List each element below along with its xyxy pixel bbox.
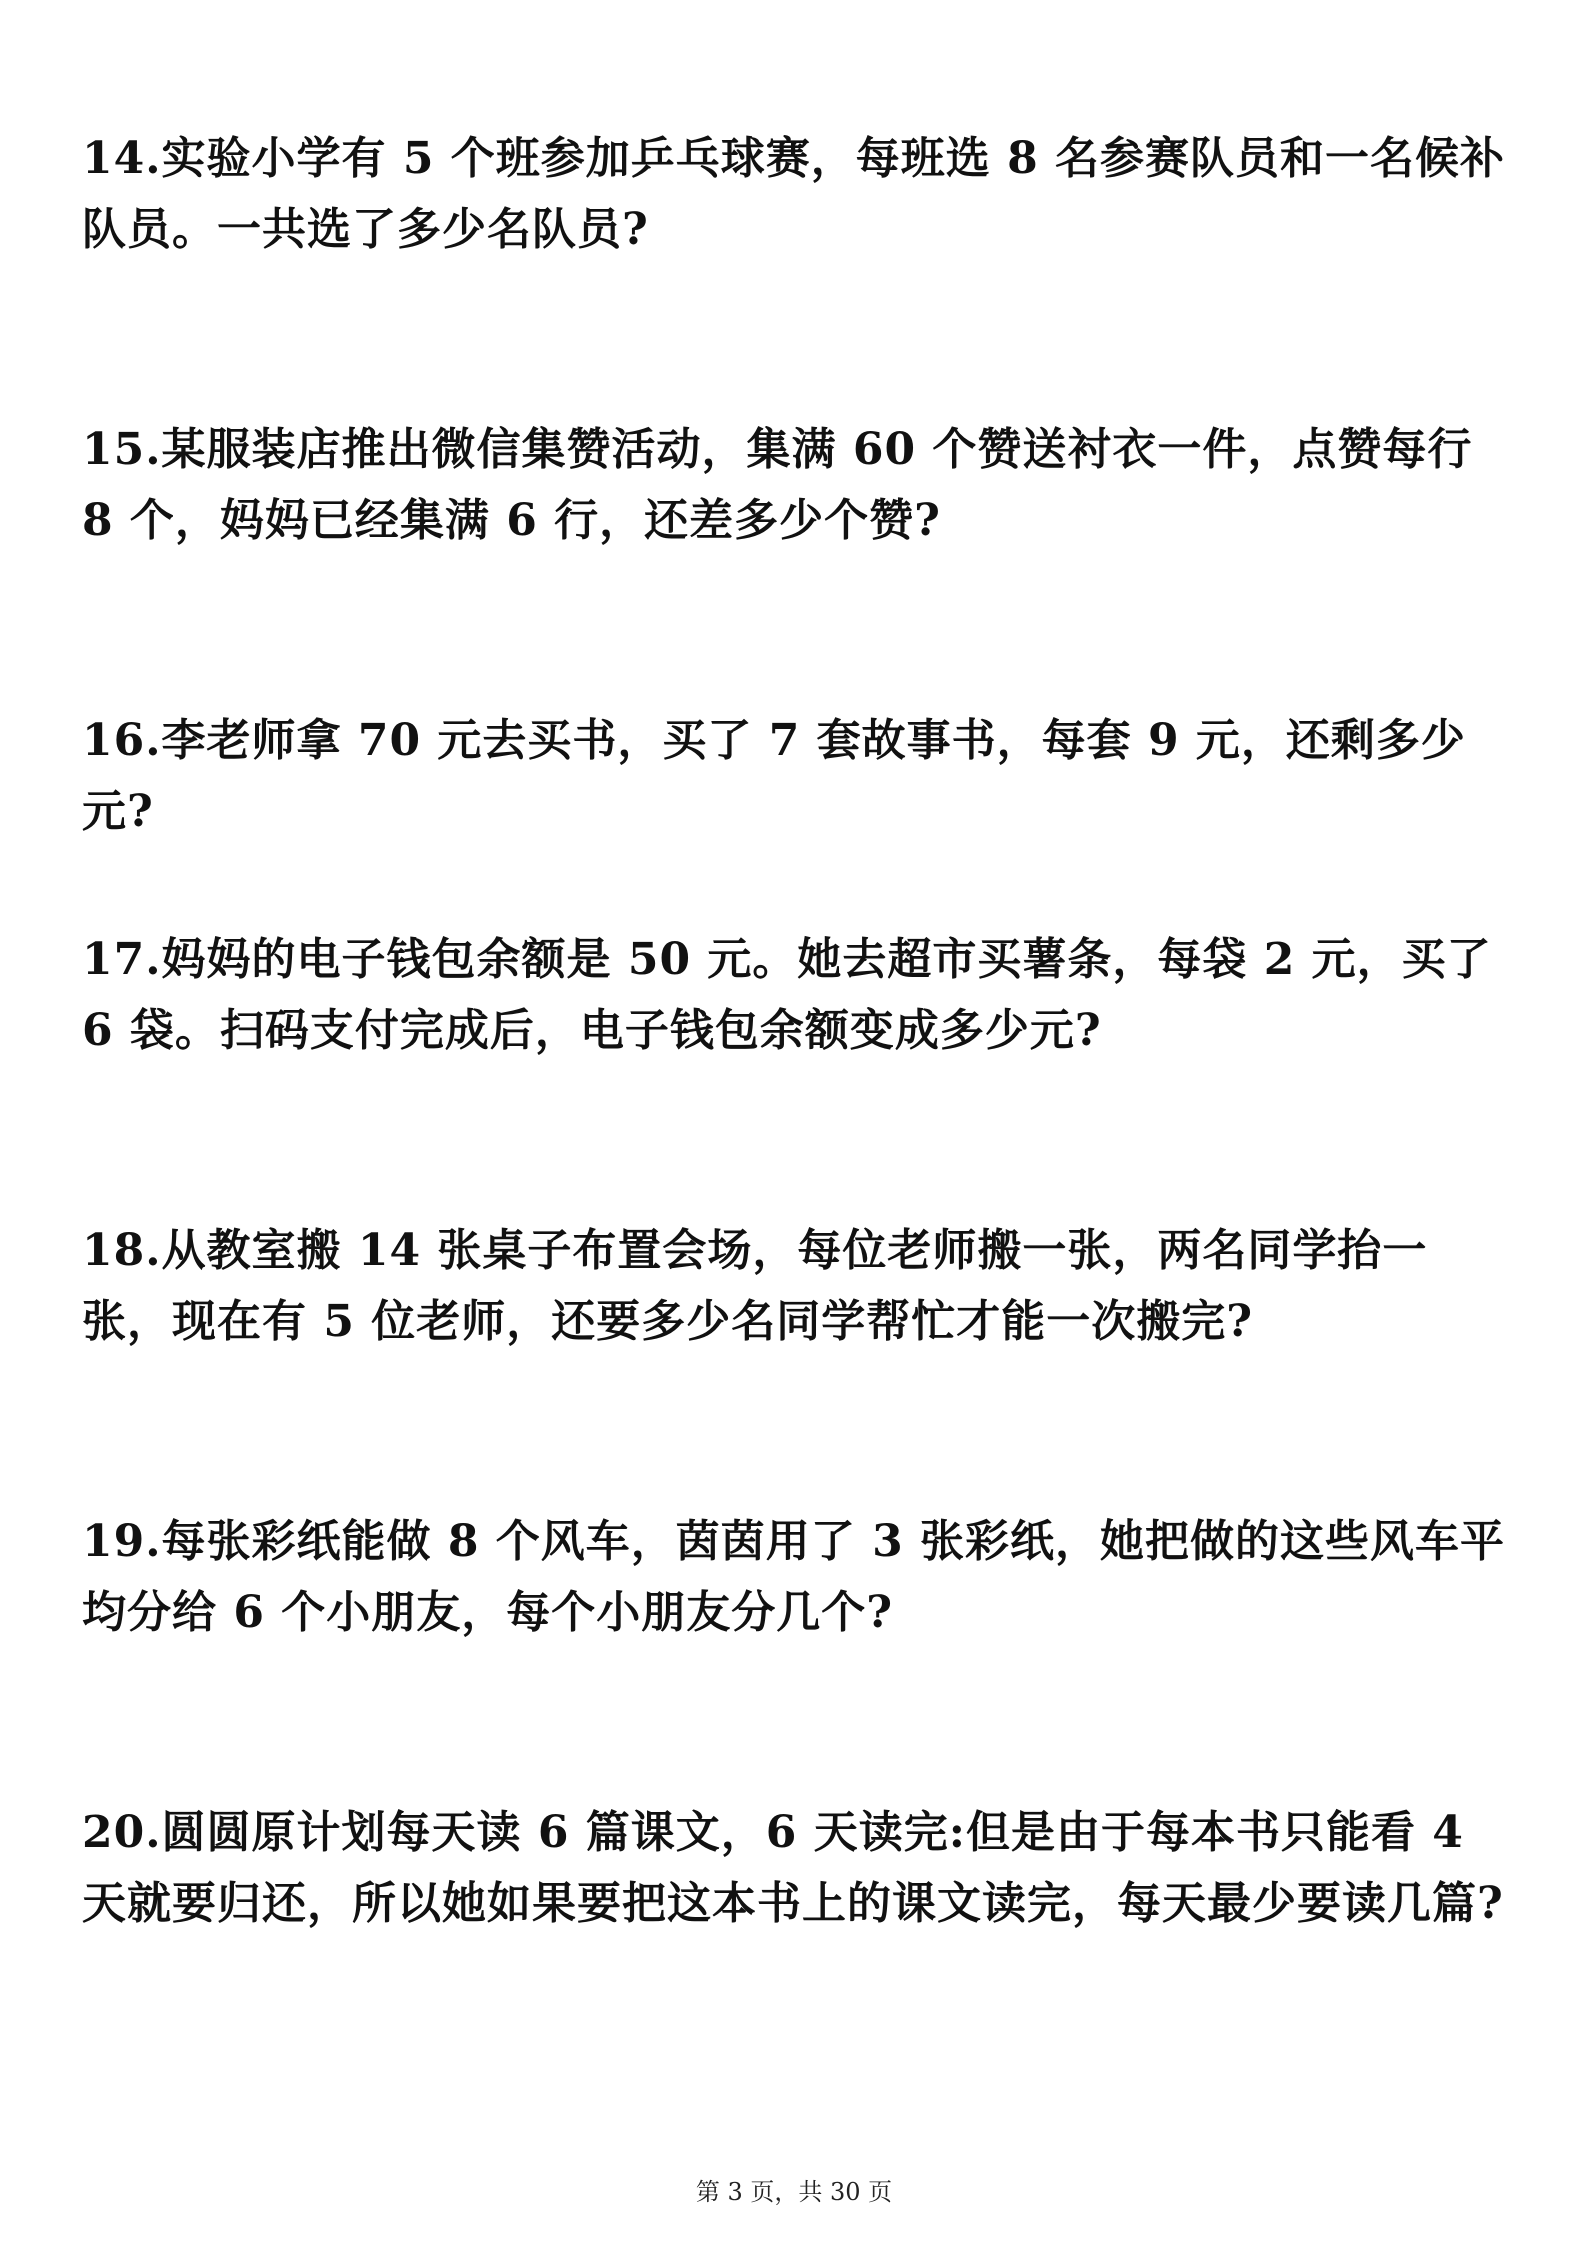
problem-18: 18.从教室搬 14 张桌子布置会场，每位老师搬一张，两名同学抬一张，现在有 5 位老师，还要多少名同学帮忙才能一次搬完? xyxy=(82,1225,1428,1347)
problem-16: 16.李老师拿 70 元去买书，买了 7 套故事书，每套 9 元，还剩多少元? xyxy=(82,715,1466,837)
problem-15: 15.某服装店推出微信集赞活动，集满 60 个赞送衬衣一件，点赞每行 8 个，妈妈已经集满 6 行，还差多少个赞? xyxy=(82,424,1473,546)
problem-19: 19.每张彩纸能做 8 个风车，茵茵用了 3 张彩纸，她把做的这些风车平均分给 6 个小朋友，每个小朋友分几个? xyxy=(82,1516,1506,1638)
problem-20: 20.圆圆原计划每天读 6 篇课文，6 天读完:但是由于每本书只能看 4 天就要归还，所以她如果要把这本书上的课文读完，每天最少要读几篇? xyxy=(82,1807,1504,1929)
page-number-footer: 第 3 页，共 30 页 xyxy=(695,2178,893,2206)
problem-17: 17.妈妈的电子钱包余额是 50 元。她去超市买薯条，每袋 2 元，买了 6 袋。扫码支付完成后，电子钱包余额变成多少元? xyxy=(82,934,1492,1056)
problem-14: 14.实验小学有 5 个班参加乒乓球赛，每班选 8 名参赛队员和一名候补队员。一共选了多少名队员? xyxy=(82,133,1506,255)
